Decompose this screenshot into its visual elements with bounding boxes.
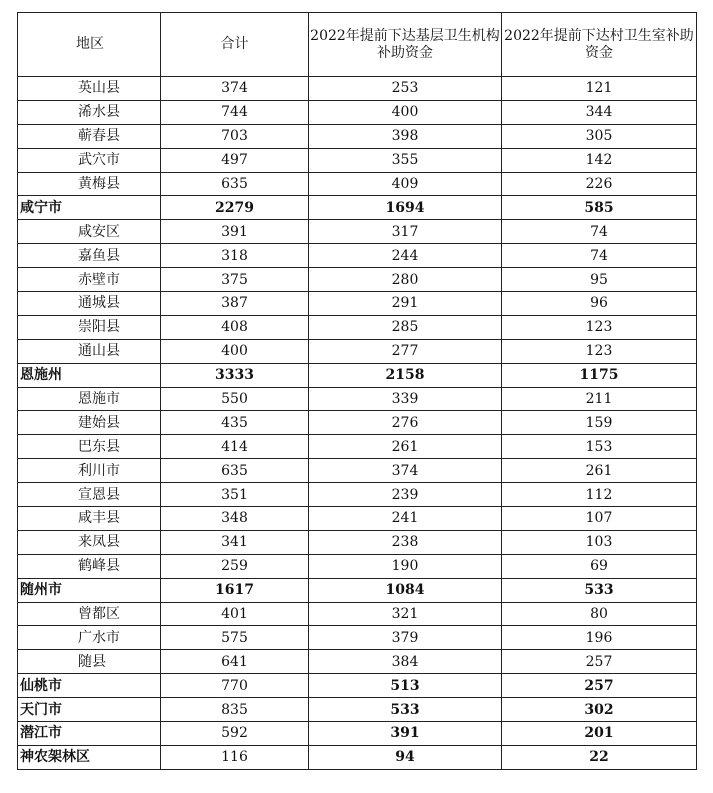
cell-village-funding: 533 — [502, 578, 697, 602]
cell-total: 497 — [161, 148, 309, 172]
cell-base-funding: 391 — [309, 722, 502, 746]
table-row — [18, 578, 697, 602]
cell-total: 770 — [161, 674, 309, 698]
table-header — [18, 13, 697, 77]
cell-total: 387 — [161, 292, 309, 316]
table-row — [18, 554, 697, 578]
cell-region: 浠水县 — [18, 100, 161, 124]
table-row — [18, 363, 697, 387]
cell-region: 鹤峰县 — [18, 554, 161, 578]
cell-base-funding: 398 — [309, 124, 502, 148]
cell-region: 崇阳县 — [18, 315, 161, 339]
table-row — [18, 124, 697, 148]
cell-total: 374 — [161, 77, 309, 101]
cell-village-funding: 121 — [502, 77, 697, 101]
table-row — [18, 411, 697, 435]
cell-base-funding: 2158 — [309, 363, 502, 387]
cell-total: 116 — [161, 745, 309, 769]
cell-base-funding: 190 — [309, 554, 502, 578]
cell-region: 武穴市 — [18, 148, 161, 172]
cell-base-funding: 253 — [309, 77, 502, 101]
cell-region: 通城县 — [18, 292, 161, 316]
cell-region: 嘉鱼县 — [18, 244, 161, 268]
cell-base-funding: 317 — [309, 220, 502, 244]
table-row — [18, 507, 697, 531]
cell-region: 恩施州 — [18, 363, 161, 387]
cell-base-funding: 400 — [309, 100, 502, 124]
cell-base-funding: 94 — [309, 745, 502, 769]
cell-total: 3333 — [161, 363, 309, 387]
cell-base-funding: 339 — [309, 387, 502, 411]
cell-region: 天门市 — [18, 698, 161, 722]
funding-table — [17, 12, 697, 770]
cell-base-funding: 355 — [309, 148, 502, 172]
cell-total: 401 — [161, 602, 309, 626]
cell-village-funding: 201 — [502, 722, 697, 746]
table-row — [18, 196, 697, 220]
table-row — [18, 339, 697, 363]
cell-base-funding: 291 — [309, 292, 502, 316]
cell-village-funding: 142 — [502, 148, 697, 172]
table-row — [18, 650, 697, 674]
cell-total: 348 — [161, 507, 309, 531]
cell-region: 仙桃市 — [18, 674, 161, 698]
cell-total: 635 — [161, 172, 309, 196]
cell-total: 703 — [161, 124, 309, 148]
table-row — [18, 148, 697, 172]
cell-village-funding: 103 — [502, 530, 697, 554]
cell-region: 咸安区 — [18, 220, 161, 244]
cell-total: 400 — [161, 339, 309, 363]
table-row — [18, 745, 697, 769]
cell-village-funding: 1175 — [502, 363, 697, 387]
cell-base-funding: 276 — [309, 411, 502, 435]
cell-village-funding: 22 — [502, 745, 697, 769]
cell-total: 351 — [161, 483, 309, 507]
cell-village-funding: 226 — [502, 172, 697, 196]
table-row — [18, 530, 697, 554]
cell-base-funding: 409 — [309, 172, 502, 196]
cell-total: 414 — [161, 435, 309, 459]
cell-region: 巴东县 — [18, 435, 161, 459]
table-row — [18, 602, 697, 626]
header-row — [18, 13, 697, 77]
cell-region: 潜江市 — [18, 722, 161, 746]
cell-base-funding: 379 — [309, 626, 502, 650]
header-region: 地区 — [18, 13, 161, 77]
cell-village-funding: 302 — [502, 698, 697, 722]
cell-total: 259 — [161, 554, 309, 578]
cell-total: 641 — [161, 650, 309, 674]
cell-base-funding: 1694 — [309, 196, 502, 220]
cell-village-funding: 261 — [502, 459, 697, 483]
cell-region: 广水市 — [18, 626, 161, 650]
table-row — [18, 77, 697, 101]
header-total: 合计 — [161, 13, 309, 77]
table-row — [18, 220, 697, 244]
table-row — [18, 172, 697, 196]
cell-base-funding: 533 — [309, 698, 502, 722]
cell-village-funding: 585 — [502, 196, 697, 220]
table-row — [18, 315, 697, 339]
cell-region: 神农架林区 — [18, 745, 161, 769]
cell-village-funding: 159 — [502, 411, 697, 435]
cell-base-funding: 1084 — [309, 578, 502, 602]
cell-village-funding: 344 — [502, 100, 697, 124]
cell-base-funding: 239 — [309, 483, 502, 507]
cell-total: 341 — [161, 530, 309, 554]
cell-base-funding: 241 — [309, 507, 502, 531]
cell-village-funding: 69 — [502, 554, 697, 578]
cell-village-funding: 95 — [502, 268, 697, 292]
cell-region: 随县 — [18, 650, 161, 674]
cell-region: 咸丰县 — [18, 507, 161, 531]
cell-total: 575 — [161, 626, 309, 650]
cell-base-funding: 384 — [309, 650, 502, 674]
table-row — [18, 674, 697, 698]
cell-region: 来凤县 — [18, 530, 161, 554]
table-row — [18, 292, 697, 316]
table-row — [18, 722, 697, 746]
table-row — [18, 268, 697, 292]
table-row — [18, 100, 697, 124]
cell-total: 2279 — [161, 196, 309, 220]
cell-total: 592 — [161, 722, 309, 746]
table-row — [18, 459, 697, 483]
cell-total: 408 — [161, 315, 309, 339]
table-row — [18, 387, 697, 411]
cell-total: 1617 — [161, 578, 309, 602]
header-base-funding: 2022年提前下达基层卫生机构补助资金 — [309, 13, 502, 77]
cell-region: 宣恩县 — [18, 483, 161, 507]
cell-village-funding: 112 — [502, 483, 697, 507]
cell-total: 550 — [161, 387, 309, 411]
cell-region: 通山县 — [18, 339, 161, 363]
cell-base-funding: 277 — [309, 339, 502, 363]
cell-village-funding: 305 — [502, 124, 697, 148]
cell-total: 375 — [161, 268, 309, 292]
cell-village-funding: 211 — [502, 387, 697, 411]
table-row — [18, 435, 697, 459]
cell-region: 曾都区 — [18, 602, 161, 626]
cell-region: 随州市 — [18, 578, 161, 602]
table-row — [18, 483, 697, 507]
cell-village-funding: 196 — [502, 626, 697, 650]
cell-village-funding: 107 — [502, 507, 697, 531]
cell-total: 744 — [161, 100, 309, 124]
cell-total: 435 — [161, 411, 309, 435]
cell-village-funding: 96 — [502, 292, 697, 316]
cell-village-funding: 153 — [502, 435, 697, 459]
cell-region: 恩施市 — [18, 387, 161, 411]
cell-total: 835 — [161, 698, 309, 722]
cell-region: 建始县 — [18, 411, 161, 435]
cell-region: 英山县 — [18, 77, 161, 101]
cell-region: 利川市 — [18, 459, 161, 483]
header-village-funding: 2022年提前下达村卫生室补助资金 — [502, 13, 697, 77]
funding-table-container — [17, 12, 696, 770]
cell-region: 蕲春县 — [18, 124, 161, 148]
cell-base-funding: 285 — [309, 315, 502, 339]
cell-base-funding: 321 — [309, 602, 502, 626]
cell-village-funding: 80 — [502, 602, 697, 626]
cell-base-funding: 513 — [309, 674, 502, 698]
cell-village-funding: 257 — [502, 674, 697, 698]
table-row — [18, 698, 697, 722]
cell-village-funding: 123 — [502, 315, 697, 339]
cell-region: 黄梅县 — [18, 172, 161, 196]
cell-village-funding: 74 — [502, 244, 697, 268]
cell-base-funding: 261 — [309, 435, 502, 459]
table-body — [18, 77, 697, 770]
cell-region: 咸宁市 — [18, 196, 161, 220]
table-row — [18, 244, 697, 268]
cell-total: 635 — [161, 459, 309, 483]
cell-base-funding: 280 — [309, 268, 502, 292]
cell-base-funding: 244 — [309, 244, 502, 268]
table-row — [18, 626, 697, 650]
cell-village-funding: 123 — [502, 339, 697, 363]
cell-region: 赤壁市 — [18, 268, 161, 292]
cell-village-funding: 257 — [502, 650, 697, 674]
cell-total: 391 — [161, 220, 309, 244]
cell-village-funding: 74 — [502, 220, 697, 244]
cell-base-funding: 238 — [309, 530, 502, 554]
cell-base-funding: 374 — [309, 459, 502, 483]
cell-total: 318 — [161, 244, 309, 268]
